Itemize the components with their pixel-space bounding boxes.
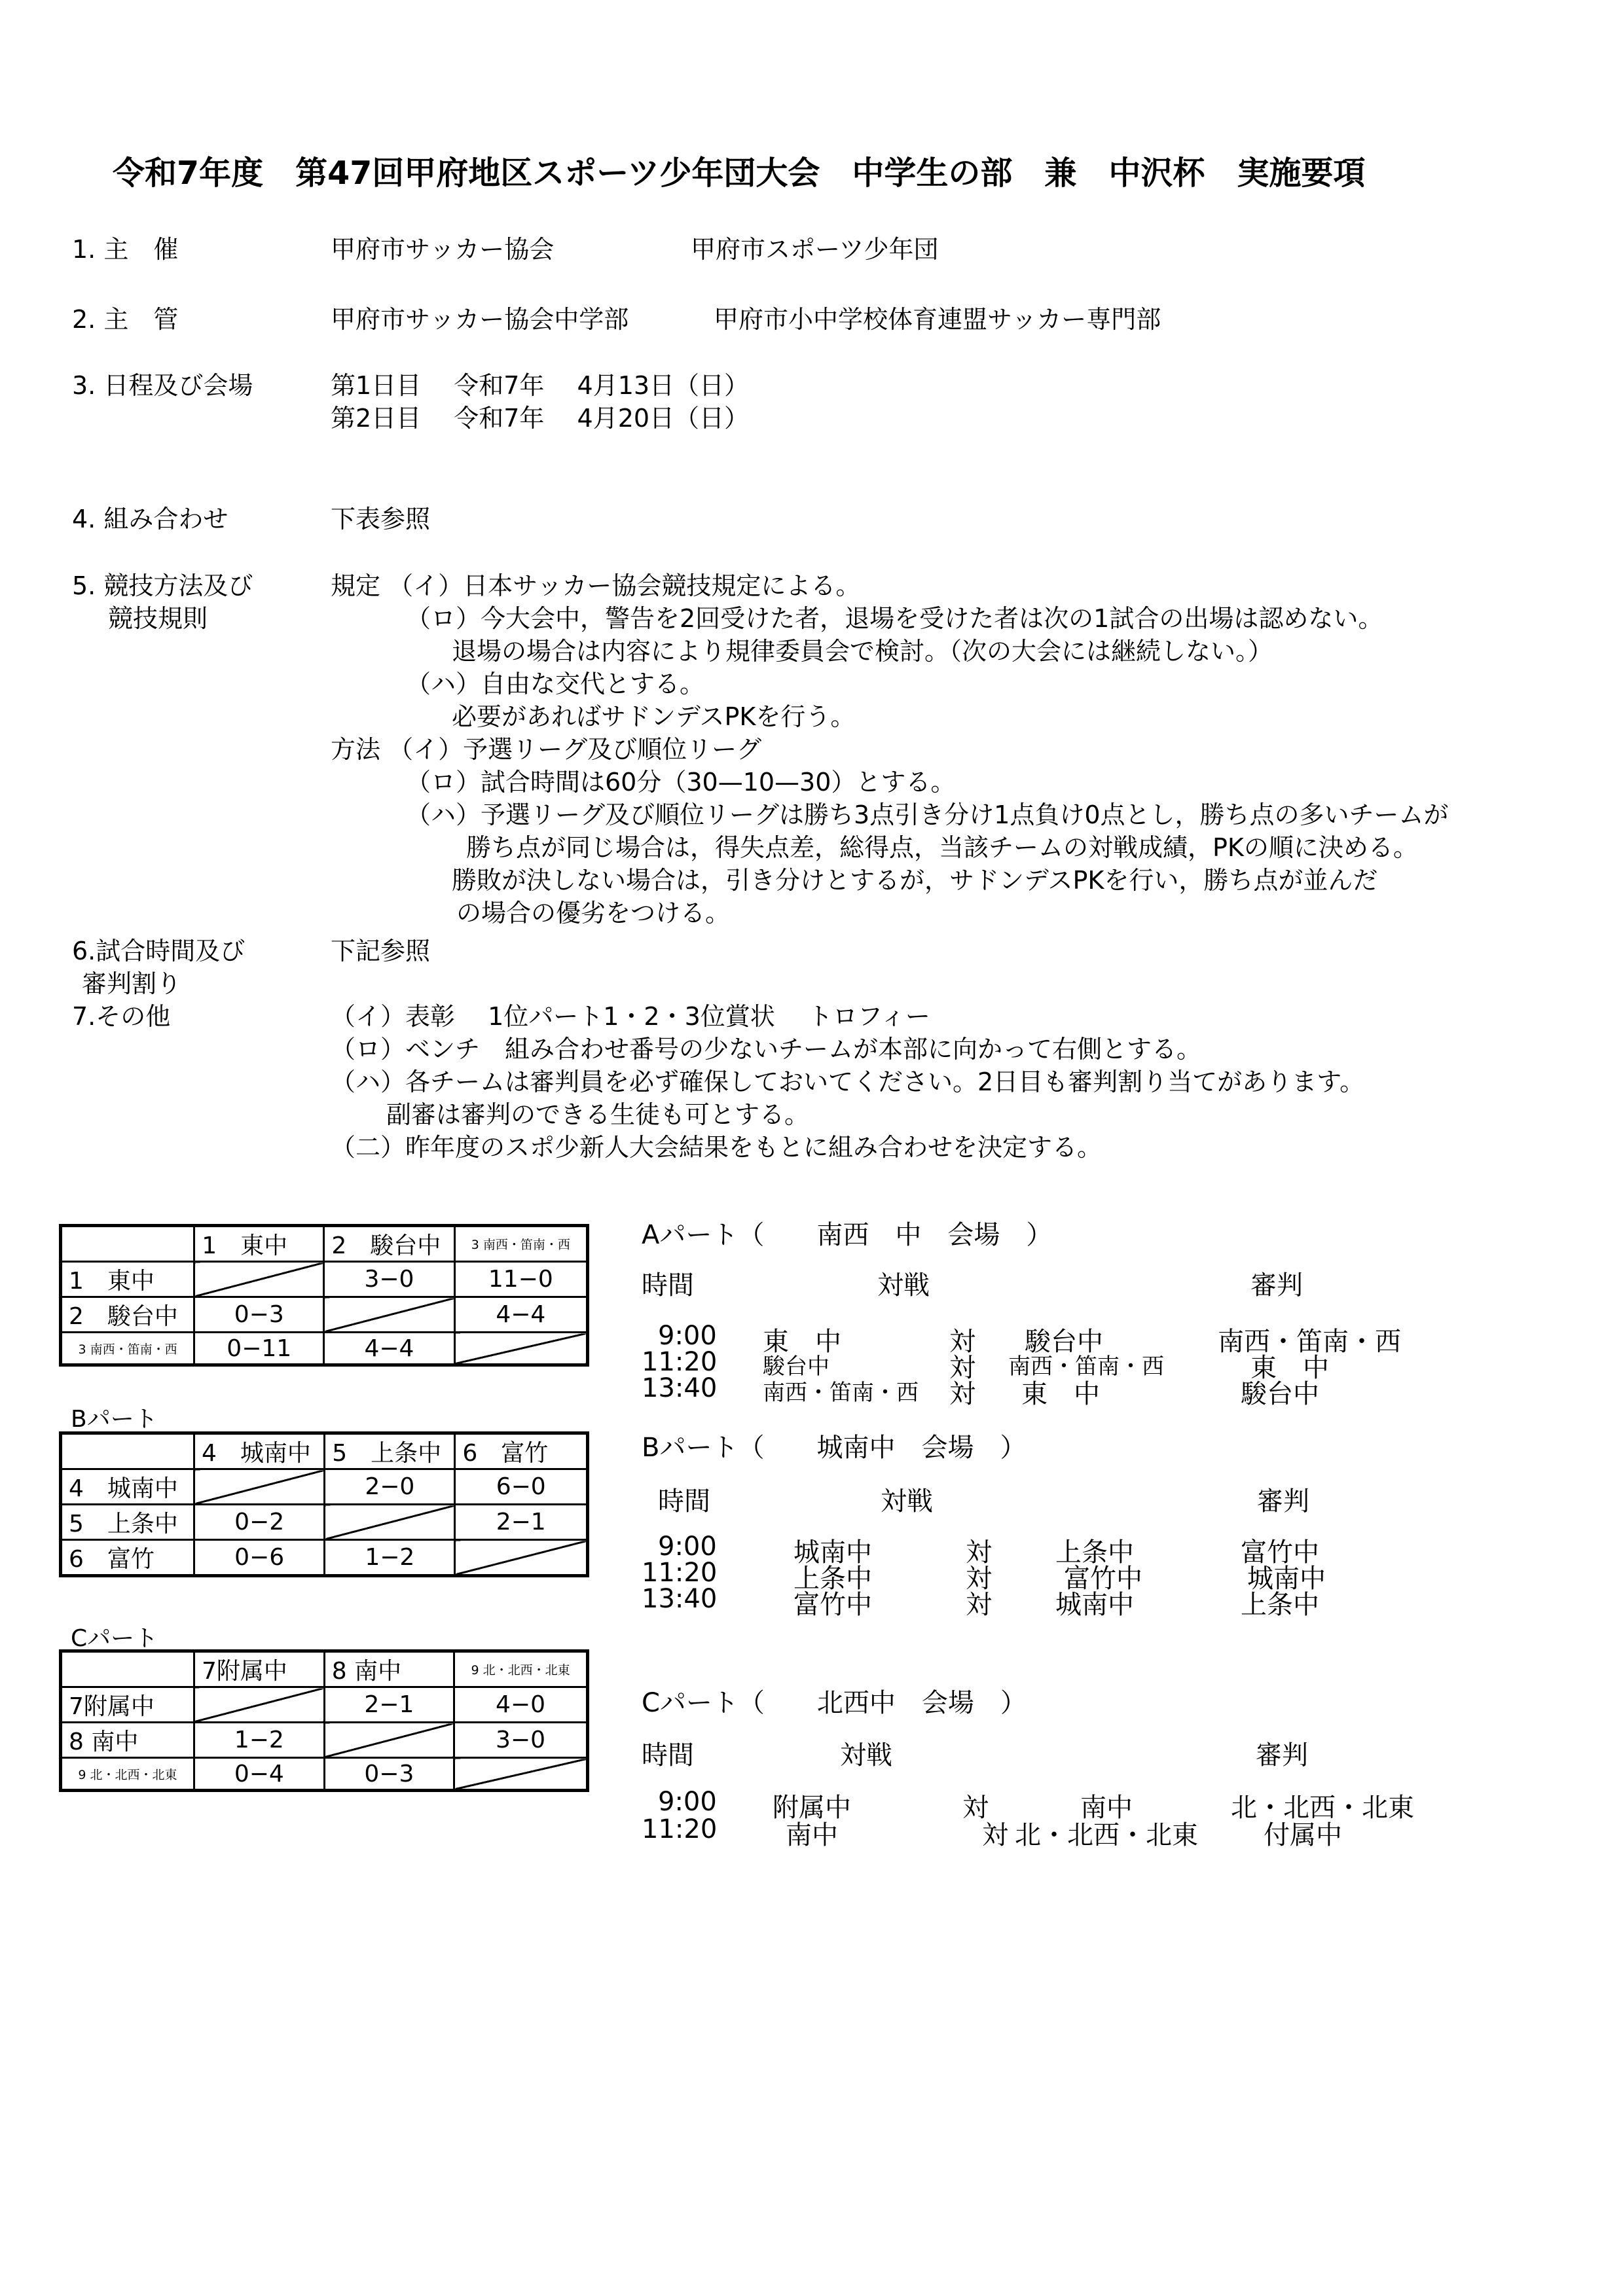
game-team-1: 南西・笛南・西 [763, 1380, 919, 1406]
game-referee: 富竹中 [1241, 1537, 1319, 1568]
rule-line: 規定 （イ）日本サッカー協会競技規定による。 [331, 571, 861, 600]
game-vs: 対 [949, 1327, 976, 1357]
game-team-2: 富竹中 [1064, 1564, 1142, 1594]
method-line: （ハ）予選リーグ及び順位リーグは勝ち3点引き分け1点負け0点とし，勝ち点の多いチームが [406, 800, 1449, 829]
manager-2: 甲府市小中学校体育連盟サッカー専門部 [714, 305, 1161, 334]
game-time: 11:20 [642, 1558, 718, 1588]
game-team-1: 城南中 [793, 1537, 872, 1568]
score-cell: 1−2 [194, 1723, 324, 1758]
score-cell: 0−6 [194, 1540, 325, 1576]
section-6-value: 下記参照 [331, 937, 431, 965]
game-team-2: 南中 [1080, 1793, 1133, 1823]
column-header: 1 東中 [194, 1226, 324, 1262]
schedule-b-header: Bパート（ 城南中 会場 ） [642, 1433, 1027, 1463]
score-cell: 2−1 [324, 1687, 454, 1723]
game-referee: 上条中 [1241, 1590, 1319, 1620]
schedule-a-header: Aパート（ 南西 中 会場 ） [642, 1220, 1053, 1250]
col-match: 対戦 [840, 1740, 892, 1770]
corner-cell [61, 1651, 194, 1687]
column-header: 9 北・北西・北東 [454, 1651, 588, 1687]
game-vs: 対 [966, 1590, 992, 1620]
score-cell: 2−1 [455, 1505, 588, 1540]
col-ref: 審判 [1250, 1270, 1303, 1300]
score-cell: 4−0 [454, 1687, 588, 1723]
col-time: 時間 [642, 1270, 694, 1300]
row-header: 1 東中 [61, 1262, 194, 1297]
game-referee: 付属中 [1264, 1820, 1342, 1850]
league-table-b [59, 1431, 589, 1577]
column-header: 6 富竹 [455, 1433, 588, 1469]
game-time: 9:00 [658, 1532, 717, 1562]
column-header: 3 南西・笛南・西 [454, 1226, 587, 1262]
section-4-label: 4. 組み合わせ [72, 505, 228, 533]
game-team-2: 北・北西・北東 [1015, 1820, 1198, 1850]
diagonal-cell [194, 1469, 325, 1505]
game-team-2: 上条中 [1055, 1537, 1134, 1568]
score-cell: 0−4 [194, 1758, 324, 1791]
method-line: 勝敗が決しない場合は，引き分けとするが，サドンデスPKを行い，勝ち点が並んだ [452, 866, 1378, 895]
col-time: 時間 [658, 1486, 710, 1516]
score-cell: 0−11 [194, 1333, 324, 1365]
game-vs: 対 [949, 1353, 976, 1383]
method-line: の場合の優劣をつける。 [456, 899, 731, 927]
score-cell: 0−3 [194, 1297, 324, 1333]
row-header: 7附属中 [61, 1687, 194, 1723]
col-match: 対戦 [881, 1486, 933, 1516]
league-table-a [59, 1224, 589, 1367]
other-line: （二）昨年度のスポ少新人大会結果をもとに組み合わせを決定する。 [331, 1133, 1103, 1162]
col-time: 時間 [642, 1740, 694, 1770]
game-vs: 対 [949, 1379, 976, 1409]
game-team-1: 南中 [786, 1820, 838, 1850]
section-2-label: 2. 主 管 [72, 305, 179, 334]
score-cell: 2−0 [325, 1469, 455, 1505]
score-cell: 0−3 [324, 1758, 454, 1791]
section-3-label: 3. 日程及び会場 [72, 371, 253, 400]
column-header: 5 上条中 [325, 1433, 455, 1469]
section-1-label: 1. 主 催 [72, 235, 179, 264]
other-line: 副審は審判のできる生徒も可とする。 [386, 1100, 810, 1129]
method-line: （ロ）試合時間は60分（30—10—30）とする。 [406, 768, 956, 797]
col-ref: 審判 [1256, 1740, 1308, 1770]
row-header: 3 南西・笛南・西 [61, 1333, 194, 1365]
rule-line: 退場の場合は内容により規律委員会で検討。（次の大会には継続しない。） [452, 637, 1273, 666]
column-header: 7附属中 [194, 1651, 324, 1687]
method-line: 勝ち点が同じ場合は，得失点差，総得点，当該チームの対戦成績，PKの順に決める。 [466, 833, 1418, 862]
column-header: 8 南中 [324, 1651, 454, 1687]
rule-line: 必要があればサドンデスPKを行う。 [452, 702, 856, 731]
game-team-1: 上条中 [793, 1564, 872, 1594]
row-header: 4 城南中 [61, 1469, 194, 1505]
diagonal-cell [454, 1333, 587, 1365]
game-vs: 対 [966, 1564, 992, 1594]
column-header: 4 城南中 [194, 1433, 325, 1469]
score-cell: 11−0 [454, 1262, 587, 1297]
schedule-day-1: 第1日目 令和7年 4月13日（日） [331, 371, 750, 400]
page-title: 令和7年度 第47回甲府地区スポーツ少年団大会 中学生の部 兼 中沢杯 実施要項 [113, 154, 1366, 192]
game-team-1: 駿台中 [763, 1354, 830, 1380]
game-team-2: 東 中 [1021, 1379, 1100, 1409]
column-header: 2 駿台中 [324, 1226, 454, 1262]
diagonal-cell [455, 1540, 588, 1576]
diagonal-cell [194, 1262, 324, 1297]
row-header: 9 北・北西・北東 [61, 1758, 194, 1791]
game-time: 9:00 [658, 1321, 717, 1351]
score-cell: 0−2 [194, 1505, 325, 1540]
part-label: Bパート [71, 1406, 158, 1433]
game-team-2: 駿台中 [1025, 1327, 1103, 1357]
diagonal-cell [454, 1758, 588, 1791]
game-team-1: 附属中 [773, 1793, 851, 1823]
other-line: （イ）表彰 1位パート1・2・3位賞状 トロフィー [331, 1002, 930, 1031]
row-header: 5 上条中 [61, 1505, 194, 1540]
game-time: 13:40 [642, 1373, 718, 1403]
section-4-value: 下表参照 [331, 505, 431, 533]
corner-cell [61, 1226, 194, 1262]
score-cell: 1−2 [325, 1540, 455, 1576]
score-cell: 4−4 [454, 1297, 587, 1333]
section-5-label: 5. 競技方法及び [72, 571, 253, 600]
col-ref: 審判 [1257, 1486, 1309, 1516]
section-7-label: 7.その他 [72, 1002, 171, 1031]
section-6-label-2: 審判割り [82, 969, 182, 998]
organizer-2: 甲府市スポーツ少年団 [691, 235, 939, 264]
rule-line: （ハ）自由な交代とする。 [406, 670, 705, 698]
score-cell: 6−0 [455, 1469, 588, 1505]
section-5-label-2: 競技規則 [108, 604, 208, 633]
rule-line: （ロ）今大会中，警告を2回受けた者，退場を受けた者は次の1試合の出場は認めない。 [406, 604, 1383, 633]
row-header: 6 富竹 [61, 1540, 194, 1576]
other-line: （ハ）各チームは審判員を必ず確保しておいてください。2日目も審判割り当てがあります。 [331, 1067, 1365, 1096]
section-6-label: 6.試合時間及び [72, 937, 246, 965]
game-team-1: 東 中 [763, 1327, 841, 1357]
game-team-1: 富竹中 [793, 1590, 872, 1620]
league-table-c [59, 1649, 589, 1792]
corner-cell [61, 1433, 194, 1469]
method-line: 方法 （イ）予選リーグ及び順位リーグ [331, 735, 762, 764]
diagonal-cell [325, 1505, 455, 1540]
other-line: （ロ）ベンチ 組み合わせ番号の少ないチームが本部に向かって右側とする。 [331, 1035, 1202, 1064]
diagonal-cell [194, 1687, 324, 1723]
row-header: 2 駿台中 [61, 1297, 194, 1333]
game-referee: 城南中 [1247, 1564, 1326, 1594]
organizer-1: 甲府市サッカー協会 [331, 235, 555, 264]
col-match: 対戦 [877, 1270, 930, 1300]
game-referee: 南西・笛南・西 [1218, 1327, 1401, 1357]
part-label: Cパート [71, 1625, 158, 1652]
diagonal-cell [324, 1723, 454, 1758]
diagonal-cell [324, 1297, 454, 1333]
score-cell: 4−4 [324, 1333, 454, 1365]
score-cell: 3−0 [454, 1723, 588, 1758]
game-referee: 東 中 [1250, 1353, 1329, 1383]
game-time: 13:40 [642, 1584, 718, 1614]
game-time: 11:20 [642, 1347, 718, 1377]
game-vs: 対 [982, 1820, 1008, 1850]
game-vs: 対 [966, 1537, 992, 1568]
game-time: 9:00 [658, 1787, 717, 1817]
game-time: 11:20 [642, 1814, 718, 1844]
game-referee: 北・北西・北東 [1231, 1793, 1414, 1823]
game-team-2: 城南中 [1055, 1590, 1134, 1620]
schedule-day-2: 第2日目 令和7年 4月20日（日） [331, 404, 750, 433]
game-vs: 対 [962, 1793, 989, 1823]
score-cell: 3−0 [324, 1262, 454, 1297]
schedule-c-header: Cパート（ 北西中 会場 ） [642, 1688, 1027, 1718]
game-referee: 駿台中 [1241, 1379, 1319, 1409]
manager-1: 甲府市サッカー協会中学部 [331, 305, 629, 334]
game-team-2: 南西・笛南・西 [1008, 1354, 1164, 1380]
row-header: 8 南中 [61, 1723, 194, 1758]
